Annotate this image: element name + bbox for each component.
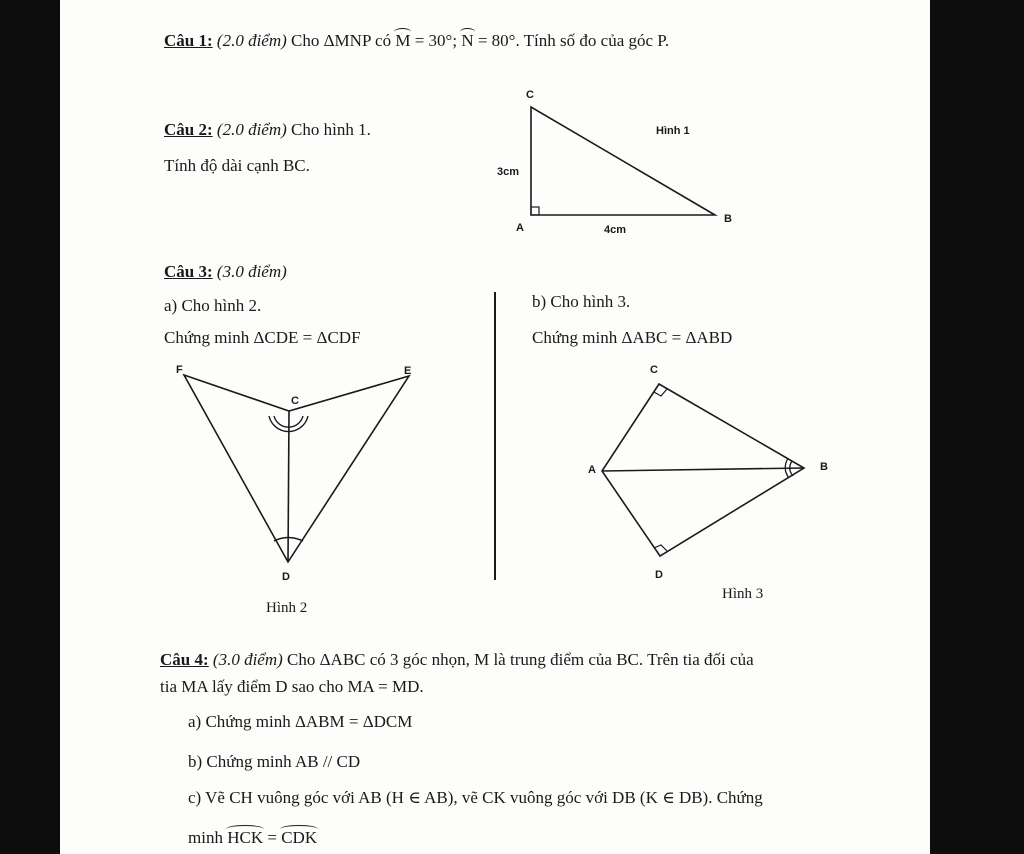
fig3-caption: Hình 3 bbox=[722, 586, 764, 602]
fig1-caption: Hình 1 bbox=[656, 125, 690, 137]
q1-text-a: Cho ΔMNP có bbox=[291, 31, 392, 50]
question-3 bbox=[164, 262, 287, 282]
fig1-side-ac: 3cm bbox=[497, 166, 520, 178]
q4-part-a: a) Chứng minh ΔABM = ΔDCM bbox=[188, 712, 413, 731]
q3-points: (3.0 điểm) bbox=[216, 262, 287, 281]
q3-label: Câu 3: bbox=[164, 262, 213, 281]
fig3-angle-b-arc-2 bbox=[790, 461, 793, 476]
q3-a-text: Chứng minh ΔCDE = ΔCDF bbox=[164, 328, 361, 347]
fig2-diagonal-cd bbox=[288, 411, 289, 562]
q4-part-b: b) Chứng minh AB // CD bbox=[188, 752, 361, 771]
fig3-point-c: C bbox=[650, 364, 658, 376]
fig2-point-e: E bbox=[404, 365, 412, 377]
fig3-diagonal-ab bbox=[602, 468, 804, 471]
q1-angle-m: M bbox=[395, 31, 411, 50]
q4-angle-hck: HCK bbox=[227, 828, 264, 847]
fig2-angle-c-arc bbox=[269, 416, 308, 432]
q3-a-title: a) Cho hình 2. bbox=[164, 296, 262, 315]
fig2-angle-d-arc bbox=[274, 538, 303, 542]
fig3-point-d: D bbox=[655, 569, 663, 581]
fig1-triangle bbox=[531, 107, 715, 215]
q1-label: Câu 1: bbox=[164, 31, 213, 50]
q4-c2-text: minh bbox=[188, 828, 223, 847]
question-2 bbox=[164, 120, 371, 140]
q3-b-text: Chứng minh ΔABC = ΔABD bbox=[532, 328, 733, 347]
fig2-kite bbox=[184, 375, 409, 562]
q4-text-a: Cho ΔABC có 3 góc nhọn, M là trung điểm của BC. Trên tia đối của bbox=[287, 650, 754, 669]
fig3-angle-b-arc bbox=[785, 458, 789, 478]
question-1 bbox=[164, 31, 669, 51]
q4-points: (3.0 điểm) bbox=[212, 650, 283, 669]
fig1-side-ab: 4cm bbox=[604, 224, 627, 236]
fig1-right-angle bbox=[531, 207, 539, 215]
q2-points: (2.0 điểm) bbox=[216, 120, 287, 139]
q4-c2-eq: = bbox=[267, 828, 277, 847]
q4-part-c-line2 bbox=[188, 828, 317, 848]
fig2-caption: Hình 2 bbox=[266, 600, 308, 616]
question-4 bbox=[160, 650, 754, 670]
fig3-point-a: A bbox=[588, 464, 596, 476]
fig2-point-f: F bbox=[176, 364, 183, 376]
fig1-point-b: B bbox=[724, 213, 732, 225]
fig2-point-c: C bbox=[291, 395, 299, 407]
q1-text-c: = 80°. Tính số đo của góc P. bbox=[477, 31, 670, 50]
exam-paper bbox=[60, 0, 930, 854]
fig3-quad bbox=[602, 384, 804, 556]
q4-part-c: c) Vẽ CH vuông góc với AB (H ∈ AB), vẽ CK vuông góc với DB (K ∈ DB). Chứng bbox=[188, 788, 763, 807]
q2-line2: Tính độ dài cạnh BC. bbox=[164, 156, 310, 175]
q1-angle-n: N bbox=[461, 31, 474, 50]
q2-text-a: Cho hình 1. bbox=[291, 120, 371, 139]
fig3-point-b: B bbox=[820, 461, 828, 473]
fig2-angle-c-arc-2 bbox=[274, 416, 303, 427]
fig3-right-angle-d bbox=[654, 545, 667, 551]
q1-text-b: = 30°; bbox=[414, 31, 458, 50]
q2-label: Câu 2: bbox=[164, 120, 213, 139]
q3-b-title: b) Cho hình 3. bbox=[532, 292, 631, 311]
column-divider bbox=[494, 292, 496, 580]
fig3-right-angle-c bbox=[654, 389, 667, 396]
q1-points: (2.0 điểm) bbox=[216, 31, 287, 50]
q4-line2: tia MA lấy điểm D sao cho MA = MD. bbox=[160, 677, 424, 696]
q4-angle-cdk: CDK bbox=[281, 828, 318, 847]
fig1-point-a: A bbox=[516, 222, 524, 234]
fig2-point-d: D bbox=[282, 571, 290, 583]
fig1-point-c: C bbox=[526, 89, 534, 101]
q4-label: Câu 4: bbox=[160, 650, 209, 669]
